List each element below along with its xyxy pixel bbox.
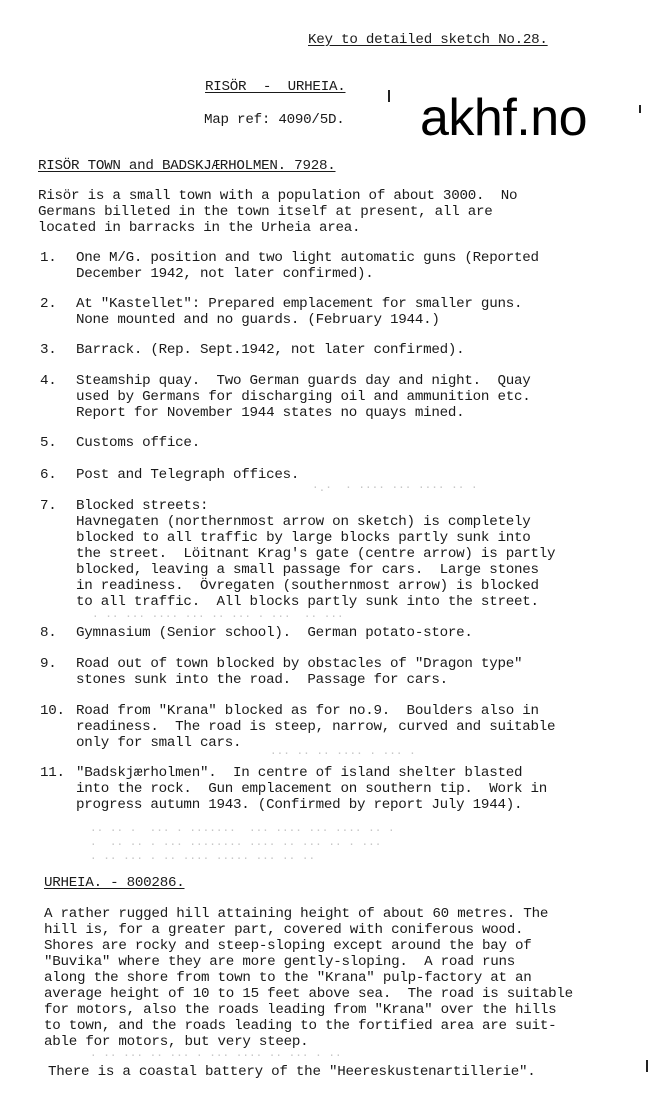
item-number-9: 9. <box>40 656 57 672</box>
item-11-line-1: "Badskjærholmen". In centre of island shelter blasted <box>76 765 523 781</box>
urheia-line-7: for motors, also the roads leading from "Krana" over the hills <box>44 1002 557 1018</box>
item-7-line-4: the street. Löitnant Krag's gate (centre arrow) is partly <box>76 546 556 562</box>
item-10-line-2: readiness. The road is steep, narrow, curved and suitable <box>76 719 556 735</box>
margin-tick-mark-3 <box>646 1060 648 1072</box>
item-3-line-1: Barrack. (Rep. Sept.1942, not later confirmed). <box>76 342 465 358</box>
item-10-line-1: Road from "Krana" blocked as for no.9. Boulders also in <box>76 703 539 719</box>
item-7-line-5: blocked, leaving a small passage for cars. Large stones <box>76 562 539 578</box>
item-number-6: 6. <box>40 467 57 483</box>
faint-bleed-through: · ·· ··· ···· ··· ·· ··· · ··· ·· ··· <box>92 610 344 623</box>
item-4-line-2: used by Germans for discharging oil and ammunition etc. <box>76 389 531 405</box>
faint-bleed-through: ·· ·· · ··· · ······· ··· ···· ··· ···· ·· · <box>90 824 395 837</box>
item-4-line-3: Report for November 1944 states no quays mined. <box>76 405 465 421</box>
faint-bleed-through: ··· ·· ·· ···· · ··· · <box>270 747 416 760</box>
key-to-sketch-line: Key to detailed sketch No.28. <box>308 32 548 48</box>
closing-sentence: There is a coastal battery of the "Heereskustenartillerie". <box>48 1064 536 1080</box>
akhf-watermark-logo: akhf.no <box>420 89 588 147</box>
item-7-line-3: blocked to all traffic by large blocks partly sunk into <box>76 530 531 546</box>
intro-line-1: Risör is a small town with a population of about 3000. No <box>38 188 518 204</box>
faint-bleed-through: · ·· ··· ·· ··· · ··· ···· ·· ··· · ·· <box>90 1049 342 1062</box>
section-heading-risor-town: RISÖR TOWN and BADSKJÆRHOLMEN. 7928. <box>38 158 336 174</box>
item-7-line-2: Havnegaten (northernmost arrow on sketch) is completely <box>76 514 531 530</box>
urheia-line-9: able for motors, but very steep. <box>44 1034 309 1050</box>
urheia-line-6: average height of 10 to 15 feet above sea. The road is suitable <box>44 986 573 1002</box>
item-9-line-1: Road out of town blocked by obstacles of "Dragon type" <box>76 656 523 672</box>
item-number-4: 4. <box>40 373 57 389</box>
urheia-line-5: along the shore from town to the "Krana" pulp-factory at an <box>44 970 532 986</box>
item-6-line-1: Post and Telegraph offices. <box>76 467 300 483</box>
item-number-1: 1. <box>40 250 57 266</box>
item-8-line-1: Gymnasium (Senior school). German potato-store. <box>76 625 473 641</box>
margin-tick-mark-2 <box>639 105 641 113</box>
faint-bleed-through: ·.· · ···· ··· ···· ·· · <box>312 481 478 494</box>
urheia-line-4: "Buvika" where they are more gently-sloping. A road runs <box>44 954 516 970</box>
section-heading-urheia: URHEIA. - 800286. <box>44 875 185 891</box>
item-2-line-1: At "Kastellet": Prepared emplacement for smaller guns. <box>76 296 523 312</box>
item-7-line-7: to all traffic. All blocks partly sunk into the street. <box>76 594 539 610</box>
item-10-line-3: only for small cars. <box>76 735 242 751</box>
urheia-line-1: A rather rugged hill attaining height of about 60 metres. The <box>44 906 549 922</box>
item-2-line-2: None mounted and no guards. (February 1944.) <box>76 312 440 328</box>
urheia-line-3: Shores are rocky and steep-sloping except around the bay of <box>44 938 532 954</box>
intro-line-2: Germans billeted in the town itself at present, all are <box>38 204 493 220</box>
item-number-10: 10. <box>40 703 65 719</box>
item-number-5: 5. <box>40 435 57 451</box>
item-4-line-1: Steamship quay. Two German guards day and night. Quay <box>76 373 531 389</box>
item-number-8: 8. <box>40 625 57 641</box>
item-11-line-2: into the rock. Gun emplacement on southern tip. Work in <box>76 781 548 797</box>
item-11-line-3: progress autumn 1943. (Confirmed by report July 1944). <box>76 797 523 813</box>
faint-bleed-through: · ·· ·· · ··· ········ ···· ·· ··· ·· · ··· <box>90 838 382 851</box>
urheia-line-2: hill is, for a greater part, covered with coniferous wood. <box>44 922 524 938</box>
item-1-line-1: One M/G. position and two light automatic guns (Reported <box>76 250 539 266</box>
urheia-line-8: to town, and the roads leading to the fortified area are suit- <box>44 1018 557 1034</box>
item-9-line-2: stones sunk into the road. Passage for cars. <box>76 672 448 688</box>
item-number-11: 11. <box>40 765 65 781</box>
item-number-3: 3. <box>40 342 57 358</box>
item-5-line-1: Customs office. <box>76 435 200 451</box>
document-title: RISÖR - URHEIA. <box>205 79 346 95</box>
faint-bleed-through: · ·· ··· · ·· ···· ····· ··· ·· ·· <box>90 852 316 865</box>
item-number-2: 2. <box>40 296 57 312</box>
margin-tick-mark <box>388 90 390 102</box>
item-number-7: 7. <box>40 498 57 514</box>
item-7-line-1: Blocked streets: <box>76 498 209 514</box>
item-1-line-2: December 1942, not later confirmed). <box>76 266 374 282</box>
map-reference: Map ref: 4090/5D. <box>204 112 345 128</box>
intro-line-3: located in barracks in the Urheia area. <box>38 220 361 236</box>
item-7-line-6: in readiness. Övregaten (southernmost arrow) is blocked <box>76 578 539 594</box>
